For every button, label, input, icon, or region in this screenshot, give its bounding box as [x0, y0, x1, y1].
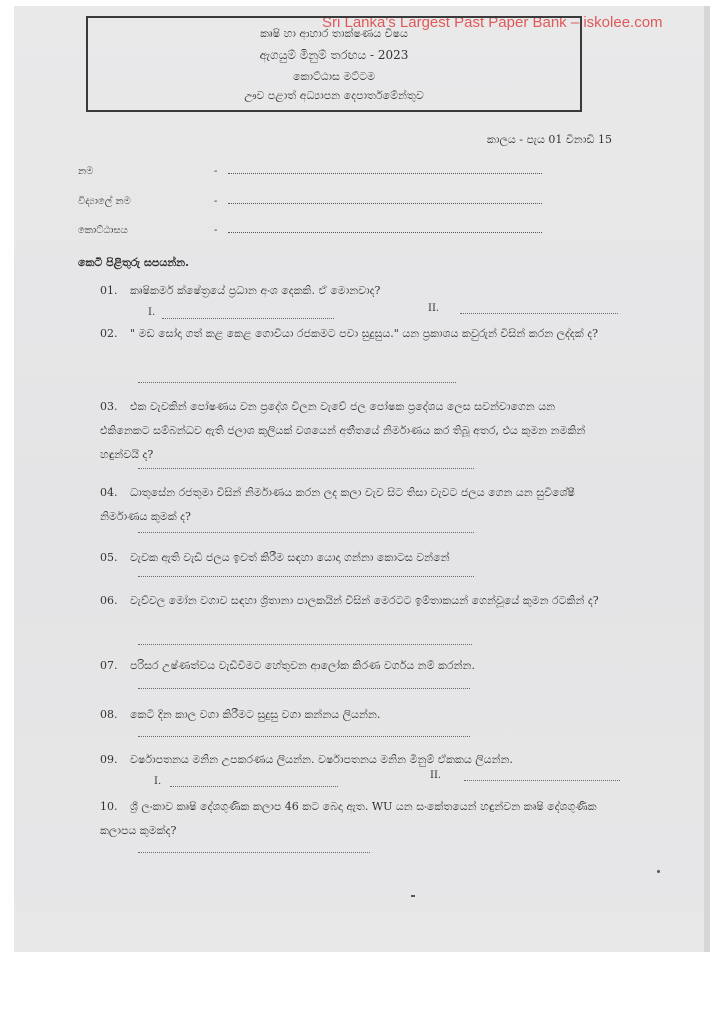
- question-text: වර්ෂාපතනය මනින උපකරණය ලියන්න. වර්ෂාපතනය මනින මිනුම් ඒකකය ලියන්න.: [130, 753, 513, 766]
- question-02: [100, 322, 600, 346]
- question-number: 04.: [100, 486, 118, 499]
- question-number: 08.: [100, 708, 118, 721]
- name-field[interactable]: [78, 166, 218, 177]
- page-speck: [657, 870, 660, 873]
- answer-5-line[interactable]: [138, 576, 474, 577]
- answer-9-label-2: II.: [430, 770, 442, 781]
- question-07: [100, 654, 600, 678]
- school-field[interactable]: [78, 196, 218, 207]
- answer-4-line[interactable]: [138, 532, 474, 533]
- name-sep: -: [214, 166, 218, 177]
- answer-10-line[interactable]: [138, 852, 370, 853]
- answer-6-line[interactable]: [138, 644, 472, 645]
- question-03: [100, 395, 600, 467]
- question-text: පරිසර උෂ්ණත්වය වැඩිවීමට හේතුවන ආලෝක කිරණ වර්ගය නම් කරන්න.: [130, 659, 475, 672]
- division-line[interactable]: [228, 232, 542, 233]
- answer-1-line-2[interactable]: [460, 313, 618, 314]
- page-edge: [704, 6, 710, 952]
- answer-8-line[interactable]: [138, 736, 470, 737]
- answer-9-line-1[interactable]: [170, 786, 338, 787]
- question-text: කෙටි දින කාල වගා කිරීමට සුදුසු වගා කන්නය ලියන්න.: [130, 708, 381, 721]
- division-field[interactable]: [78, 225, 218, 236]
- header-test: ඇගයුම් මිනුම් තරඟය - 2023: [259, 48, 409, 62]
- answer-1-label: I.: [148, 307, 156, 318]
- header-subject: කෘෂි හා ආහාර තාක්ෂණය විෂය: [260, 27, 408, 40]
- school-label: විද්‍යාලේ නම: [78, 196, 131, 207]
- question-01: [100, 279, 620, 303]
- question-text: එක වැවකින් පෝෂණය වන ප්‍රදේශ විලන වැවේ ජල පෝෂක ප්‍රදේශය ලෙස සවන්වාගෙන යන එකිනෙකට සම්බන්ධව ඇති ජලාශ කුලියක් වශයෙන් අතීතයේ නිර්මාණය කර තිබූ අතර, එය කුමන නමකින් හඳුන්වයි ද?: [100, 400, 586, 461]
- question-text: වැව්වල මෝන වගාව සඳහා ශ්‍රිතානා පාලකයින් විසින් මෙරටට ඉම්තාකයන් ගෙන්වූයේ කුමන රටකින් ද?: [130, 594, 599, 607]
- question-05: [100, 546, 600, 570]
- instruction: කෙටි පිළිතුරු සපයන්න.: [78, 256, 189, 269]
- question-09: [100, 748, 610, 772]
- question-text: ශ්‍රී ලංකාව කෘෂි දේශගුණික කලාප 46 කට බෙදා ඇත. WU යන සංකේතයෙන් හඳුන්වන කෘෂි දේශගුණික කලාපය කුමක්ද?: [100, 800, 597, 837]
- question-number: 01.: [100, 284, 118, 297]
- question-text: කෘෂිකර්ම ක්ෂේත්‍රයේ ප්‍රධාන අංශ දෙකකි. ඒ මොනවාද?: [130, 284, 381, 297]
- answer-1-line-1[interactable]: [162, 318, 334, 319]
- answer-9-line-2[interactable]: [464, 780, 620, 781]
- question-number: 10.: [100, 800, 118, 813]
- school-sep: -: [214, 196, 218, 207]
- question-number: 02.: [100, 327, 118, 340]
- question-10: [100, 795, 600, 843]
- answer-7-line[interactable]: [138, 688, 470, 689]
- question-number: 03.: [100, 400, 118, 413]
- division-label: කොට්ඨාසය: [78, 225, 128, 236]
- question-06: [100, 589, 600, 613]
- school-line[interactable]: [228, 203, 542, 204]
- page-mark: [411, 895, 415, 897]
- question-number: 06.: [100, 594, 118, 607]
- answer-1-label-2: II.: [428, 303, 440, 314]
- header-department: ඌව පළාත් අධ්‍යාපන දෙපාර්තමේන්තුව: [244, 89, 424, 102]
- answer-2-line[interactable]: [138, 382, 456, 383]
- paper-header: [86, 16, 582, 112]
- question-text: ධාතුසේන රජතුමා විසින් නිර්මාණය කරන ලද කලා වැව සිට තිසා වැවට ජලය ගෙන යන සුවිශේෂී නිර්මාණය කුමක් ද?: [100, 486, 575, 523]
- name-label: නම: [78, 166, 94, 177]
- time-allowed: කාලය - පැය 01 විනාඩි 15: [486, 133, 612, 146]
- watermark: Sri Lanka's Largest Past Paper Bank – iskolee.com: [322, 14, 663, 31]
- header-level: කොට්ඨාස මට්ටම: [292, 70, 376, 83]
- question-04: [100, 481, 600, 529]
- question-text: වැවක ඇති වැඩි ජලය ඉවත් කිරීම සඳහා යොදා ගන්නා කොටස වන්නේ: [130, 551, 450, 564]
- question-number: 07.: [100, 659, 118, 672]
- question-number: 09.: [100, 753, 118, 766]
- answer-3-line[interactable]: [138, 468, 474, 469]
- answer-9-label: I.: [154, 776, 162, 787]
- name-line[interactable]: [228, 173, 542, 174]
- question-08: [100, 703, 600, 727]
- division-sep: -: [214, 225, 218, 236]
- question-text: " මඩ සෝදා ගත් කළ කෙළ ගොවියා රජකමට පවා සුදුසුය." යන ප්‍රකාශය කවුරුන් විසින් කරන ලද්දක් ද?: [130, 327, 599, 340]
- question-number: 05.: [100, 551, 118, 564]
